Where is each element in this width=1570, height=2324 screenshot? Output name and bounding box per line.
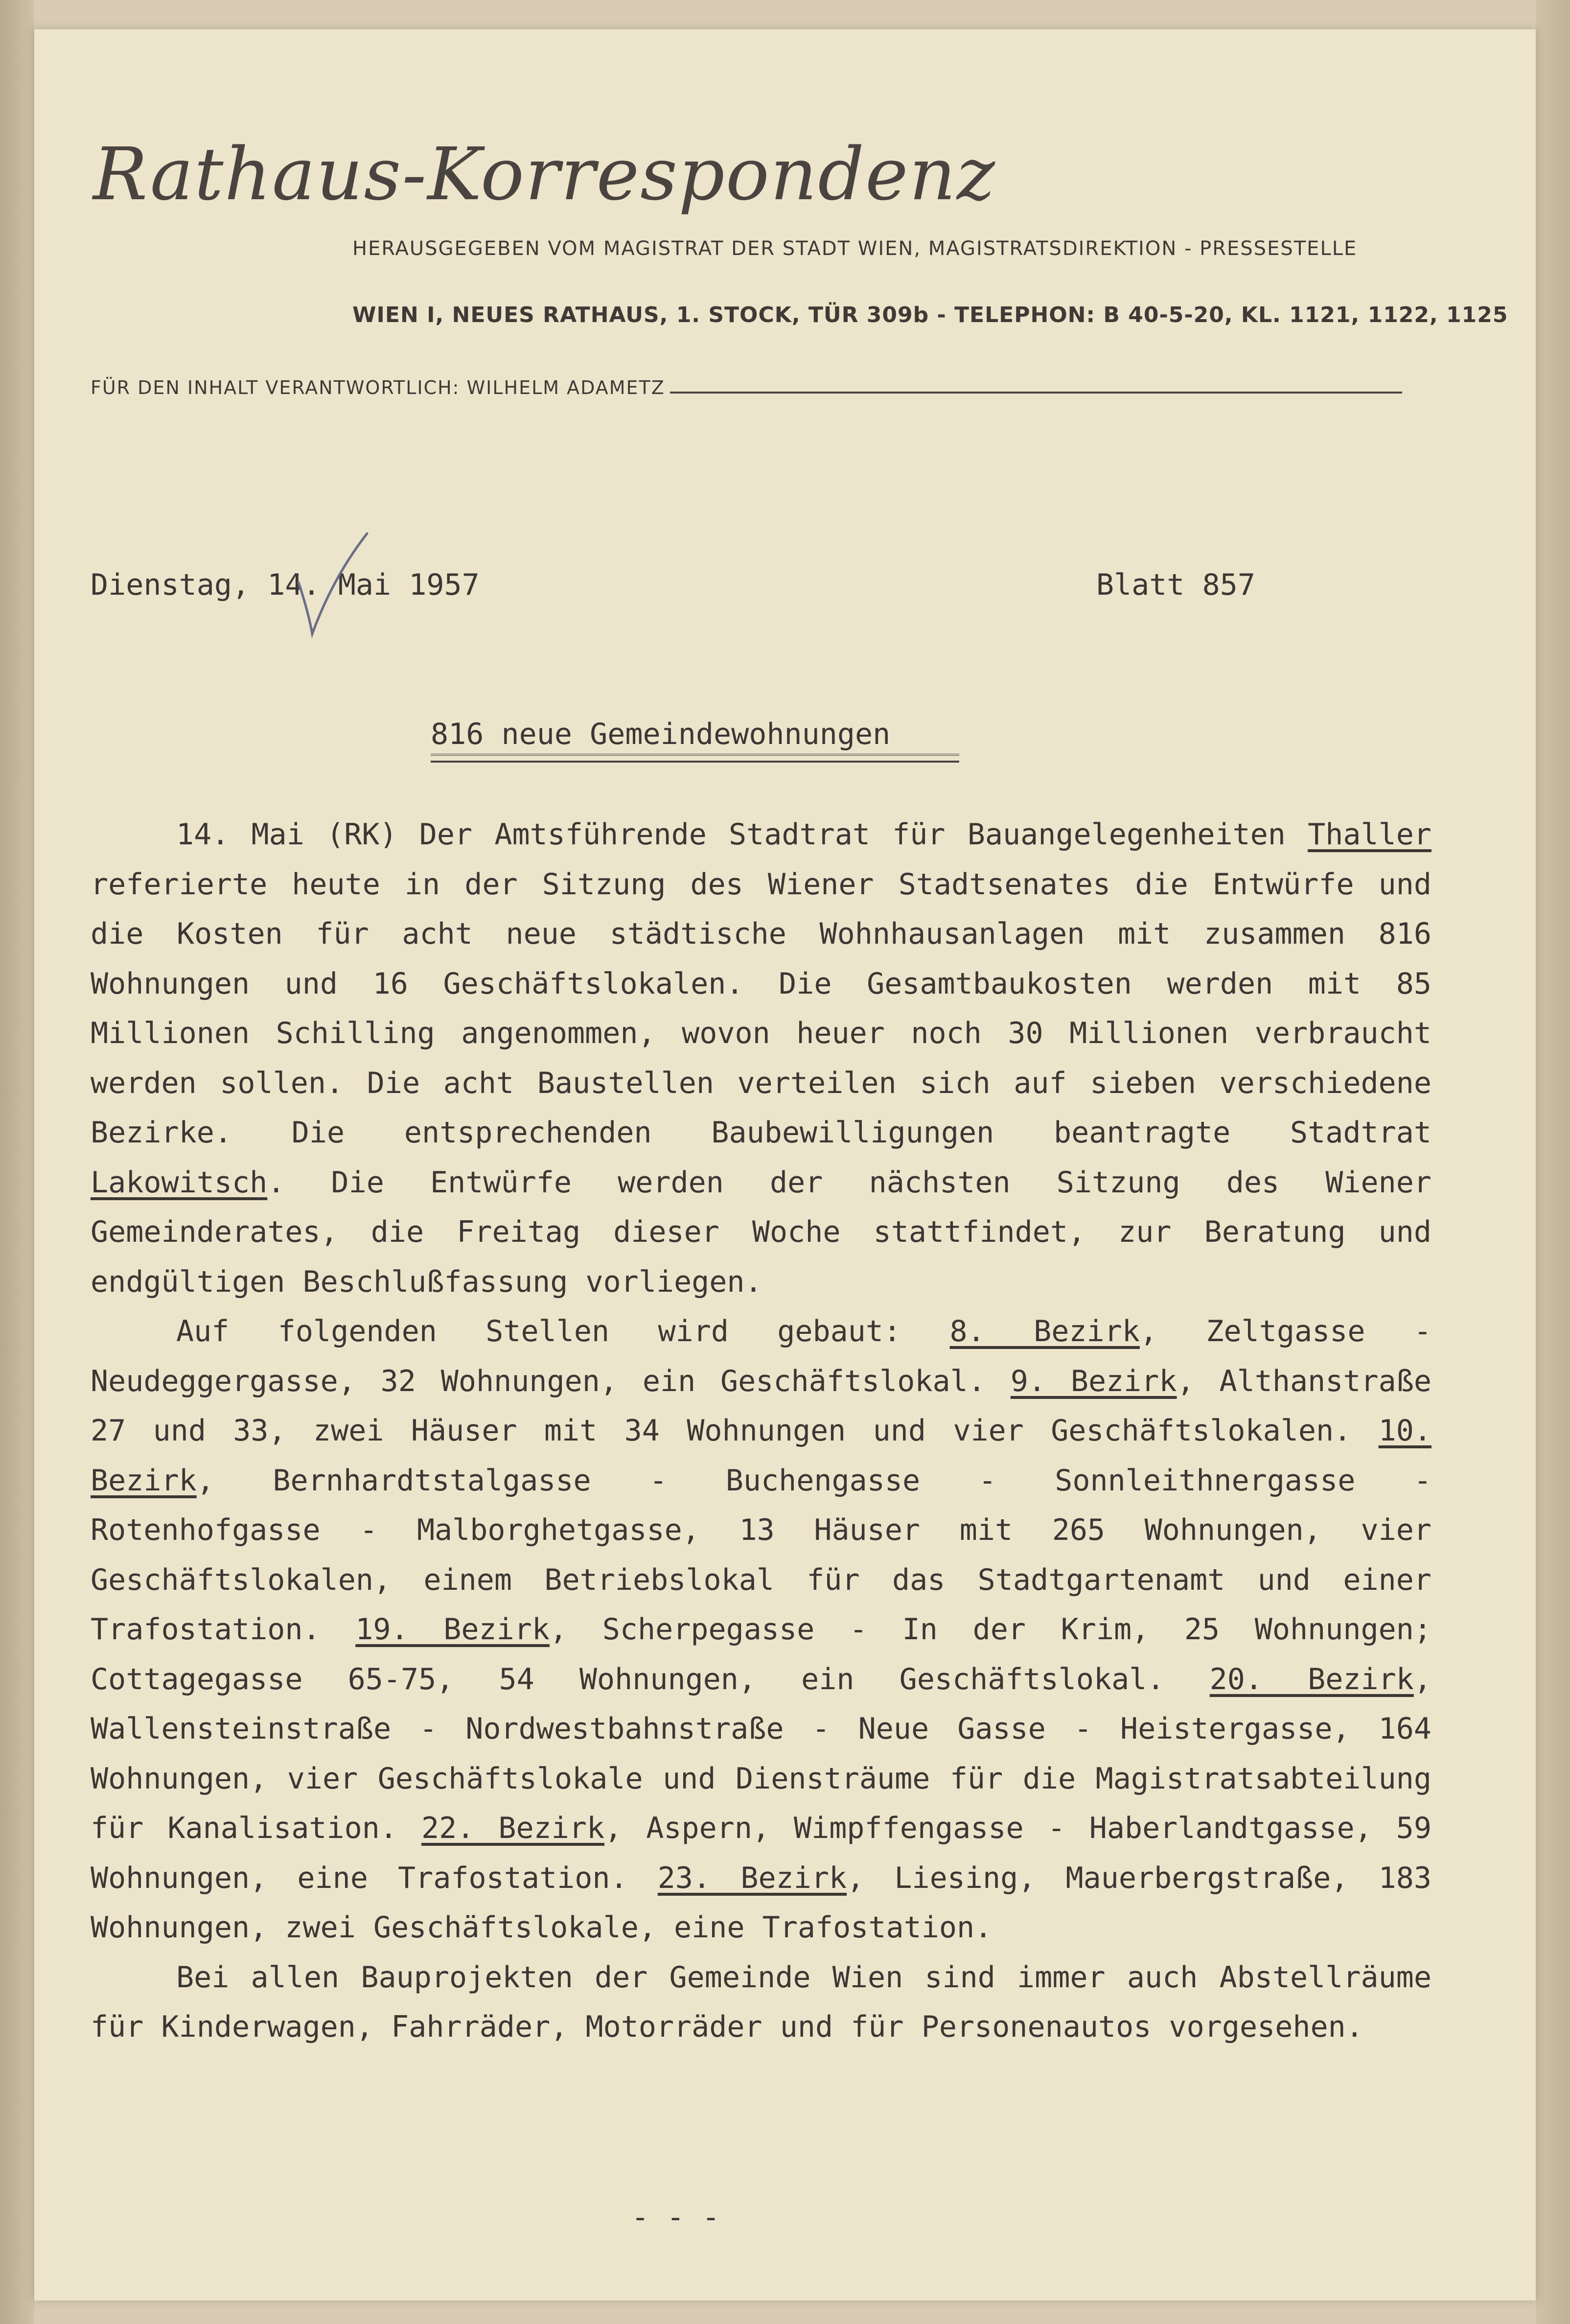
closing-dashes: - - - xyxy=(631,2200,720,2234)
date-text: Dienstag, 14. Mai 1957 xyxy=(91,568,480,602)
binding-edge xyxy=(0,0,34,2324)
text-run: , Scherpegasse - In der Krim, 25 Wohnungen; Cottagegasse 65-75, 54 Wohnungen, ein Geschäftslokal. xyxy=(91,1612,1431,1697)
responsible-rule xyxy=(670,392,1402,394)
text-run: , Althanstraße 27 und 33, zwei Häuser mit 34 Wohnungen und vier Geschäftslokalen. xyxy=(91,1364,1431,1448)
district-label: 22. Bezirk xyxy=(421,1811,605,1845)
responsible-text: FÜR DEN INHALT VERANTWORTLICH: WILHELM ADAMETZ xyxy=(91,377,665,398)
handwritten-check-mark xyxy=(289,529,377,646)
district-label: 8. Bezirk xyxy=(949,1314,1140,1348)
text-run: , Bernhardtstalgasse - Buchengasse - Sonnleithnergasse - Rotenhofgasse - Malborghetgasse, 13 Häuser mit 265 Wohnungen, vier Geschäftslokalen, einem Betriebslokal für das Stadtgartenamt und einer Trafostation. xyxy=(91,1463,1431,1647)
district-label: 9. Bezirk xyxy=(1010,1364,1177,1398)
text-run: , Zeltgasse - Neudeggergasse, 32 Wohnungen, ein Geschäftslokal. xyxy=(91,1314,1431,1398)
text-run: referierte heute in der Sitzung des Wiener Stadtsenates die Entwürfe und die Kosten für acht neue städtische Wohnhausanlagen mit zusammen 816 Wohnungen und 16 Geschäftslokalen. Die Gesamtbaukosten werden mit 85 Millionen Schilling angenommen, wovon heuer noch 30 Millionen verbraucht werden sollen. Die acht Baustellen verteilen sich auf sieben verschiedene Bezirke. Die entsprechenden Baubewilligungen beantragte Stadtrat xyxy=(91,867,1431,1150)
district-label: 19. Bezirk xyxy=(355,1612,550,1647)
underlined-name: Thaller xyxy=(1308,817,1431,852)
page-edge xyxy=(1536,0,1570,2324)
text-run: . Die Entwürfe werden der nächsten Sitzung des Wiener Gemeinderates, die Freitag dieser Woche stattfindet, zur Beratung und endgültigen Beschlußfassung vorliegen. xyxy=(91,1165,1431,1299)
text-run: , Aspern, Wimpffengasse - Haberlandtgasse, 59 Wohnungen, eine Trafostation. xyxy=(91,1811,1431,1895)
article-headline: 816 neue Gemeindewohnungen xyxy=(431,717,891,751)
text-run: 14. Mai (RK) Der Amtsführende Stadtrat für Bauangelegenheiten xyxy=(176,817,1308,852)
headline-double-rule xyxy=(431,754,959,763)
paragraph-3: Bei allen Bauprojekten der Gemeinde Wien sind immer auch Abstellräume für Kinderwagen, Fahrräder, Motorräder und für Personenautos vorgesehen. xyxy=(91,1960,1431,2044)
district-label: 23. Bezirk xyxy=(657,1860,847,1895)
paragraph-1 xyxy=(91,810,1431,1307)
district-label: 20. Bezirk xyxy=(1209,1662,1414,1697)
district-label: 10. Bezirk xyxy=(91,1414,1431,1498)
address-line: WIEN I, NEUES RATHAUS, 1. STOCK, TÜR 309b - TELEPHON: B 40-5-20, KL. 1121, 1122, 1125 xyxy=(352,302,1508,327)
article-body xyxy=(91,810,1431,2052)
publisher-line: HERAUSGEGEBEN VOM MAGISTRAT DER STADT WIEN, MAGISTRATSDIREKTION - PRESSESTELLE xyxy=(352,237,1358,260)
paragraph-2 xyxy=(91,1307,1431,1953)
sheet-number: Blatt 857 xyxy=(1096,568,1255,602)
text-run: , Liesing, Mauerbergstraße, 183 Wohnungen, zwei Geschäftslokale, eine Trafostation. xyxy=(91,1860,1431,1945)
responsible-line xyxy=(91,377,1402,398)
text-run: , Wallensteinstraße - Nordwestbahnstraße - Neue Gasse - Heistergasse, 164 Wohnungen, vier Geschäftslokale und Diensträume für die Magistratsabteilung für Kanalisation. xyxy=(91,1662,1431,1845)
underlined-name: Lakowitsch xyxy=(91,1165,268,1200)
dateline xyxy=(91,560,1255,610)
text-run: Auf folgenden Stellen wird gebaut: xyxy=(176,1314,950,1348)
masthead-title: Rathaus-Korrespondenz xyxy=(93,132,996,216)
